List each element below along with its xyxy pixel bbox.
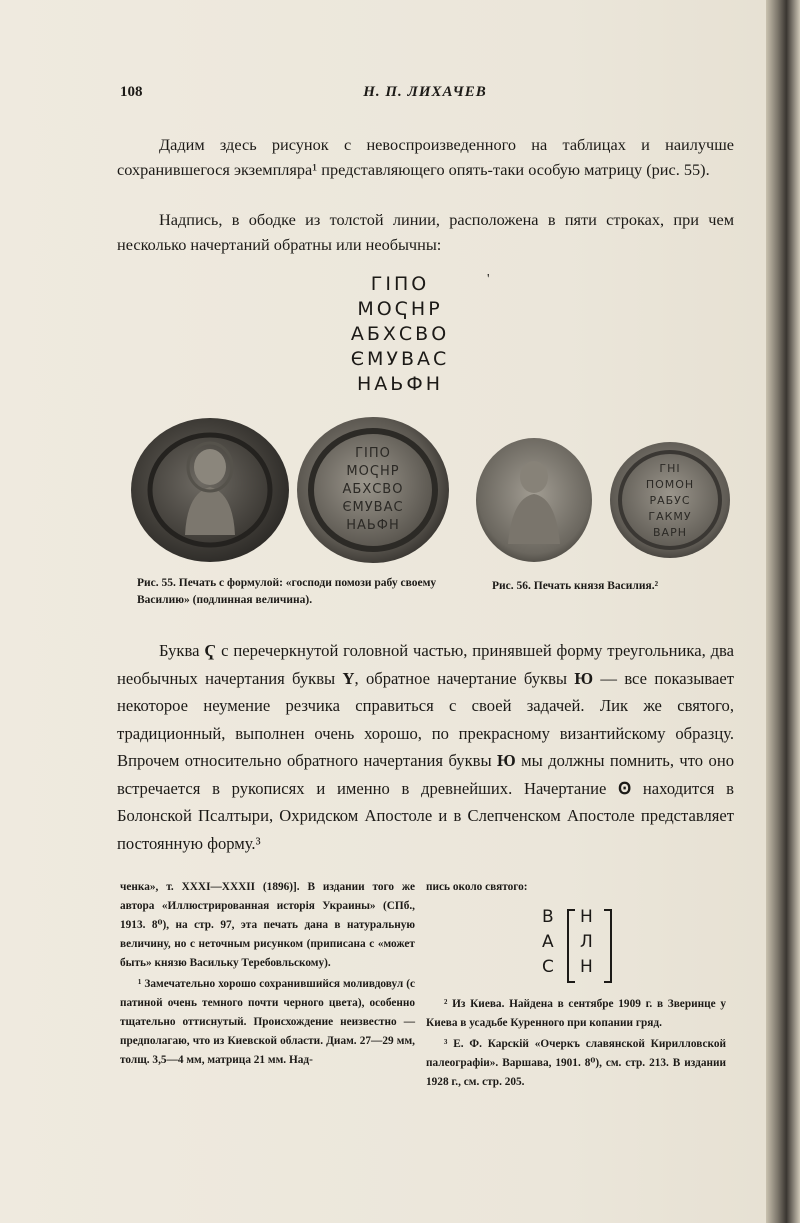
page-header [120, 84, 730, 108]
inscription-line: НАЬФН [357, 373, 443, 395]
footnotes-left-column [120, 878, 415, 1070]
seal-text-line: ЄМУВАС [342, 500, 404, 515]
inscription-line: АБХСВО [350, 323, 450, 345]
letters-right [580, 905, 593, 980]
letter: В [542, 907, 554, 927]
paragraph-1: Дадим здесь рисунок с невоспроизведенного на таблицах и наилучше сохранившегося экземпляра¹ представляющего опять-таки особую матрицу (рис. 55). [117, 135, 734, 179]
letter: С [542, 957, 554, 977]
inscription-line: МОҀНР [357, 298, 443, 320]
book-spine-shadow [766, 0, 800, 1223]
letter: А [542, 932, 554, 952]
text-run: мы должны помнить, что оно встречается в рукописях и именно в древнейших. Начертание [117, 751, 734, 798]
seal-text-line: ПОМОН [645, 478, 695, 491]
seal-prince-obverse [476, 438, 592, 562]
inscription-around-saint [426, 905, 726, 985]
footnote-continuation: пись около святого: [426, 881, 528, 893]
seal-text-line: ГАКМУ [648, 510, 692, 523]
paragraph-2: Надпись, в ободке из толстой линии, расположена в пяти строках, при чем несколько начертаний обратны или необычны: [117, 210, 734, 254]
inscription-block [0, 272, 800, 397]
seal-text-line: ГІПО [355, 446, 391, 461]
glyph: Ү [342, 668, 355, 688]
text-run: — все показывает некоторое неумение резчика справиться с своей задачей. Лик же святого, традиционный, выполнен очень хорошо, по прекрасному византийскому образцу. Впрочем относительно обратного начертания буквы [117, 668, 734, 770]
text-run: Буква [159, 641, 205, 660]
seal-reverse-inscription [297, 417, 449, 563]
seal-prince-reverse [610, 442, 730, 558]
seal-text-line: МОҀНР [346, 464, 400, 479]
letters-left [542, 905, 554, 980]
seal-obverse-saint [131, 418, 289, 562]
inscription-line: ГІПО [370, 273, 430, 295]
text-run: с перечеркнутой головной частью, принявшей форму треугольника, два необычных начертания буквы [117, 641, 734, 688]
seal-figure-56 [474, 432, 736, 567]
glyph: Ꙩ [618, 778, 632, 798]
seal-text-line: РАБУС [649, 494, 691, 507]
seal-text-line: АБХСВО [342, 482, 404, 497]
footnote-continuation: ченка», т. XXXI—XXXII (1896)]. В издании того же автора «Иллюстрированная исторія Украины» (СПб., 1913. 8⁰), на стр. 97, эта печать дана в натуральную величину, но с неточным рисунком (приписана с «может быть» князю Васильку Теребовльскому). [120, 881, 415, 969]
figure-56-caption: Рис. 56. Печать князя Василия.² [492, 580, 659, 592]
page-number: 108 [120, 84, 143, 100]
running-head: Н. П. ЛИХАЧЕВ [363, 84, 487, 100]
footnote-3: ³ Е. Ф. Карскій «Очеркъ славянской Кирилловской палеографіи». Варшава, 1901. 8⁰), см. стр. 213. В издании 1928 г., см. стр. 205. [426, 1038, 726, 1088]
seal-text-line: ГНІ [659, 462, 681, 475]
glyph: Ю [574, 668, 594, 688]
bracket-left [567, 909, 575, 983]
bracket-right [604, 909, 612, 983]
letter: Н [580, 907, 593, 927]
inscription-line: ЄМУВАС [350, 348, 450, 370]
seal-text-line: НАЬФН [346, 518, 400, 533]
text-run: , обратное начертание буквы [354, 668, 575, 688]
seal-text-line: ВАРН [653, 526, 687, 539]
inscription-mark: ' [487, 272, 490, 287]
letter: Н [580, 957, 593, 977]
glyph: Ю [497, 751, 516, 770]
figure-55-caption: Рис. 55. Печать с формулой: «господи помози рабу своему Василию» (подлинная величина). [137, 577, 437, 606]
seal-figure-55 [125, 415, 465, 565]
footnotes-right-column [426, 878, 726, 1092]
glyph: Ҁ [204, 641, 217, 660]
letter: Л [580, 932, 593, 952]
text-run: находится в Болонской Псалтыри, Охридском Апостоле и в Слепченском Апостоле представляет постоянную форму.³ [117, 778, 735, 853]
footnote-2: ² Из Киева. Найдена в сентябре 1909 г. в Зверинце у Киева в усадьбе Куренного при копании гряд. [426, 998, 726, 1029]
main-paragraph [117, 637, 734, 857]
footnote-1: ¹ Замечательно хорошо сохранившийся моливдовул (с патиной очень темного почти черного цвета), особенно тщательно оттиснутый. Происхождение неизвестно — предполагаю, что из Киевской области. Диам. 27—29 мм, толщ. 3,5—4 мм, матрица 21 мм. Над- [120, 978, 415, 1066]
